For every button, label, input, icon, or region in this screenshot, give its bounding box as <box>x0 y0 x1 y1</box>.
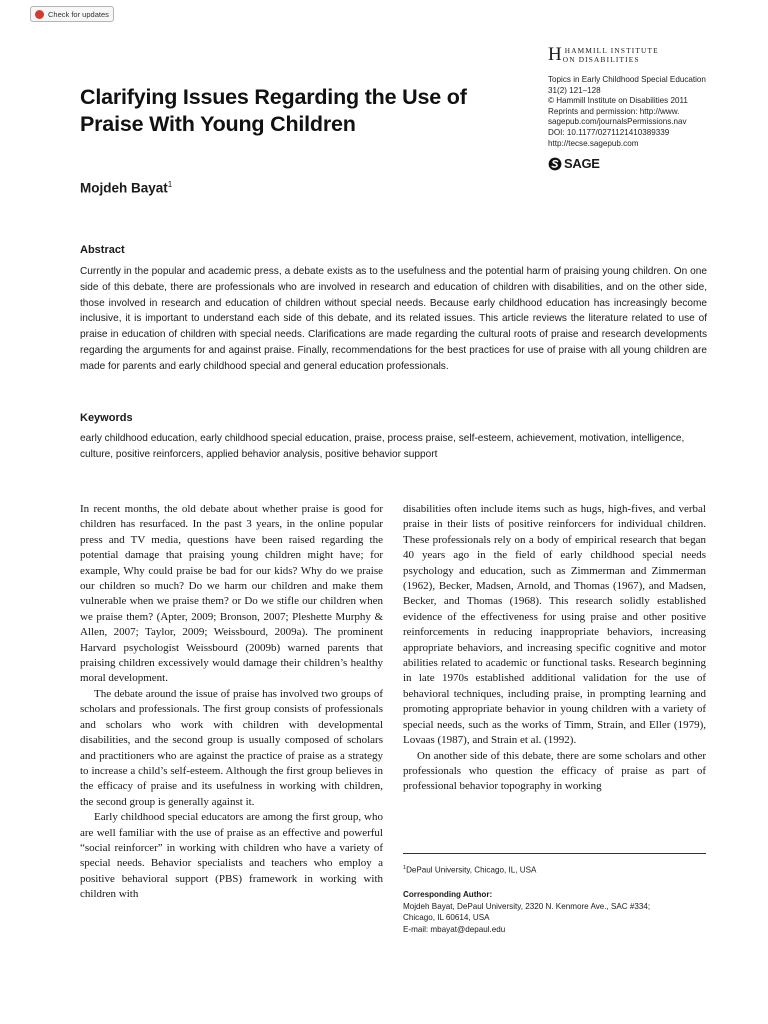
doi-link[interactable]: DOI: 10.1177/0271121410389339 <box>548 127 670 137</box>
corresponding-author-email[interactable]: E-mail: mbayat@depaul.edu <box>403 924 506 934</box>
body-paragraph: disabilities often include items such as hugs, high-fives, and verbal praise in their lists of positive reinforcers for individual children. These professionals rely on a body of empirical research that began 40 years ago in the field of early childhood special needs psychology and education, such as Zimmerman and Zimmerman (1962), Becker, Madsen, Arnold, and Thomas (1967), and Madsen, Becker, and Thomas (1968). This research solidly established evidence of the effectiveness for using praise and other positive reinforcements in reducing inappropriate behaviors, increasing appropriate behaviors, and increasing specific cognitive and motor abilities related to academic or functional tasks. Research beginning in late 1970s established additional validation for the use of behavioral techniques, including praise, in prompting learning and promoting appropriate behavior in young children with a variety of special needs, such as the works of Timm, Strain, and Eller (1979), Lovaas (1987), and Strain et al. (1992). <box>403 503 706 747</box>
journal-name: Topics in Early Childhood Special Education <box>548 75 706 84</box>
affiliation-marker: 1 <box>403 865 407 871</box>
body-paragraph: Early childhood special educators are among the first group, who are well familiar with the use of praise as an effective and powerful “social reinforcer” in working with children who have a variety of special needs. Behavior specialists and teachers who employ a positive behavioral support (PBS) framework in working with children with <box>80 811 383 901</box>
body-paragraph: In recent months, the old debate about whether praise is good for children has resurfaced. In the past 3 years, in the online popular press and TV media, questions have been raised regarding the potential damage that praising young children might have; for example, Why could praise be bad for our kids? Why do we praise our children so much? Do we harm our children and make them vulnerable when we praise them? or Do we stifle our children when we praise them? (Apter, 2009; Bronson, 2007; Pleshette Murphy & Allen, 2007; Taylor, 2009; Weissbourd, 2009a). The prominent Harvard psychologist Weissbourd (2009b) warned parents that praising children excessively would damage their children’s healthy moral development. <box>80 503 383 685</box>
body-paragraph: On another side of this debate, there are some scholars and other professionals who question the efficacy of praise as part of professional behavior topography in working <box>403 749 706 793</box>
journal-metadata <box>548 75 738 149</box>
publisher-name-line-2: ON DISABILITIES <box>562 54 640 64</box>
author-affiliation-marker: 1 <box>167 180 173 189</box>
sage-logo <box>548 156 600 171</box>
keywords-heading: Keywords <box>80 412 133 424</box>
update-icon <box>35 10 44 19</box>
corresponding-author-address: Mojdeh Bayat, DePaul University, 2320 N. Kenmore Ave., SAC #334; <box>403 901 651 911</box>
keywords-text: early childhood education, early childhood special education, praise, process praise, self-esteem, achievement, motivation, intelligence, culture, positive reinforcers, applied behavior analysis, positive behavior support <box>80 433 685 460</box>
body-column-right <box>403 502 706 795</box>
affiliation-text: DePaul University, Chicago, IL, USA <box>406 865 537 875</box>
affiliation-footnote <box>403 865 536 875</box>
body-column-left <box>80 502 383 903</box>
abstract-text: Currently in the popular and academic press, a debate exists as to the usefulness and the potential harm of praising young children. On one side of this debate, there are professionals who are involved in research and education of children with disabilities, and on the other side, those involved in research and education of children without special needs. Because early childhood education has increasingly become inclusive, it is important to understand each side of this debate, and its related issues. This article reviews the literature related to use of praise in education of children with special needs. Clarifications are made regarding the cultural roots of praise and research developments regarding the arguments for and against praise. Finally, recommendations for the best practices for use of praise with all young children are made for parents and early childhood special and general education professionals. <box>80 266 707 372</box>
reprints-line: Reprints and permission: http://www. <box>548 106 680 116</box>
publisher-logo-mark: H <box>548 44 562 65</box>
author-line <box>80 180 172 196</box>
footnote-divider <box>403 853 706 854</box>
journal-volume: 31(2) 121–128 <box>548 85 601 95</box>
abstract-heading: Abstract <box>80 244 125 256</box>
body-paragraph: The debate around the issue of praise has involved two groups of scholars and professionals. The first group consists of professionals and scholars who work with children with developmental disabilities, and the second group is usually composed of scholars and practitioners who are against the practice of praise as a strategy to increase a child’s self-esteem. Although the first group believes in the efficacy of praise and its usefulness in working with children, the second group is generally against it. <box>80 687 383 808</box>
check-for-updates-label: Check for updates <box>48 9 109 19</box>
publisher-name-line-1: HAMMILL INSTITUTE <box>564 45 659 55</box>
publisher-logo <box>548 45 659 64</box>
corresponding-author-label: Corresponding Author: <box>403 890 493 899</box>
sage-logo-text: SAGE <box>564 156 600 171</box>
sage-logo-icon <box>548 157 562 171</box>
journal-copyright: © Hammill Institute on Disabilities 2011 <box>548 96 688 106</box>
author-name: Mojdeh Bayat <box>80 180 168 196</box>
corresponding-author <box>403 889 713 935</box>
corresponding-author-city: Chicago, IL 60614, USA <box>403 913 490 923</box>
journal-url-link[interactable]: http://tecse.sagepub.com <box>548 138 639 148</box>
permissions-link[interactable]: sagepub.com/journalsPermissions.nav <box>548 117 687 127</box>
article-title: Clarifying Issues Regarding the Use of Praise With Young Children <box>80 85 467 136</box>
check-for-updates-button[interactable] <box>30 6 114 22</box>
